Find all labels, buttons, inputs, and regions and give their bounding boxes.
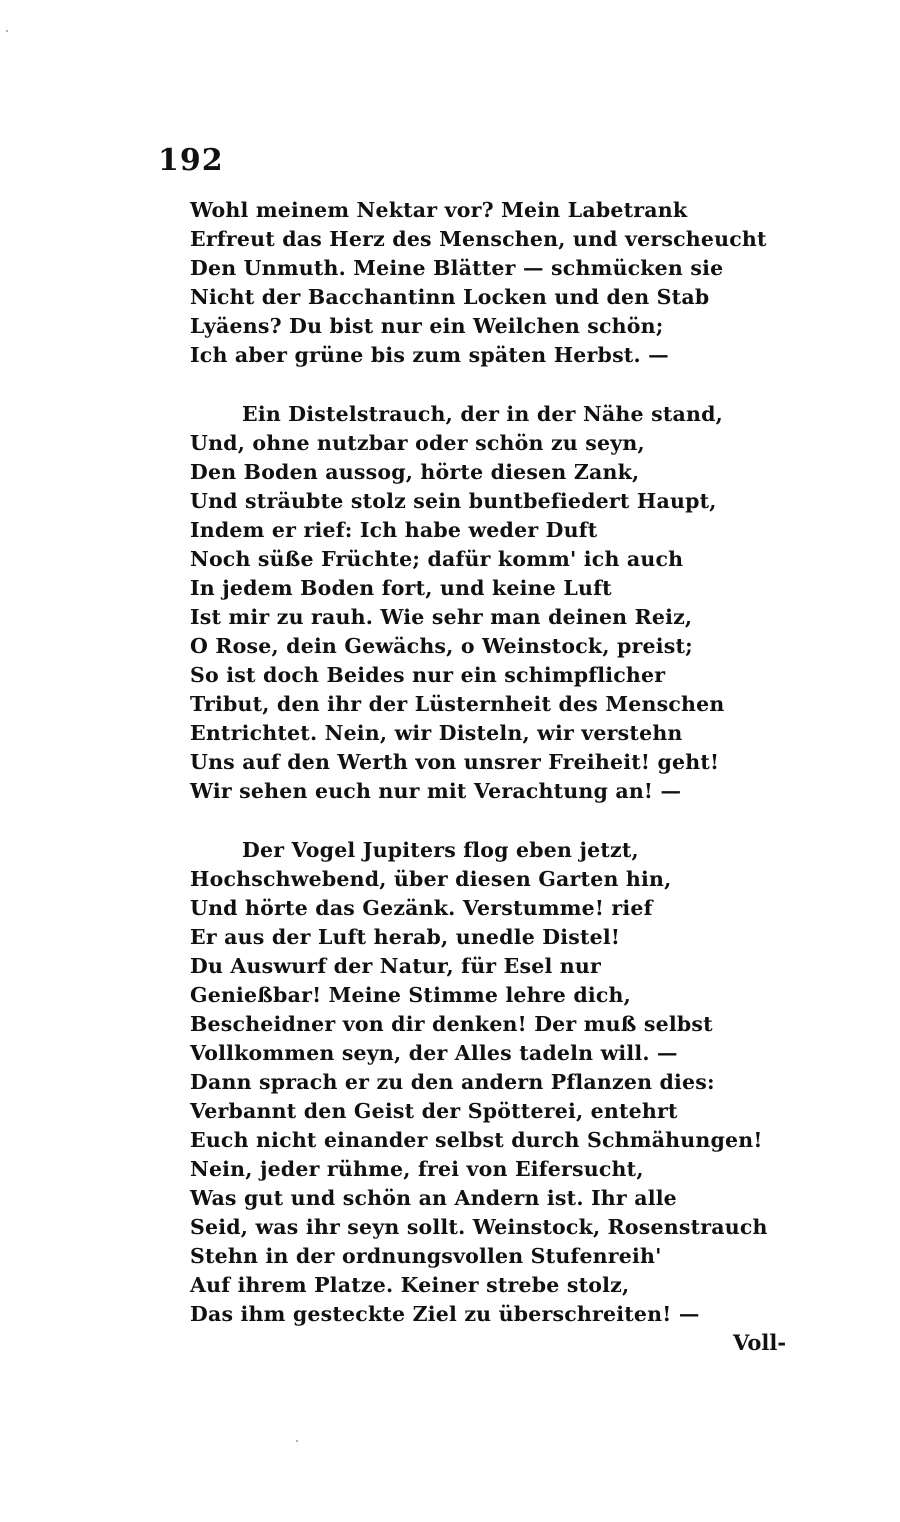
poem-line: Lyäens? Du bist nur ein Weilchen schön;: [190, 314, 664, 338]
poem-line: Der Vogel Jupiters flog eben jetzt,: [242, 838, 639, 862]
poem-text: [190, 196, 810, 1329]
stanza-2: [190, 400, 810, 806]
page-number: 192: [158, 143, 224, 178]
poem-line: Erfreut das Herz des Menschen, und verscheucht: [190, 227, 767, 251]
poem-line: Euch nicht einander selbst durch Schmähungen!: [190, 1128, 763, 1152]
poem-line: Ich aber grüne bis zum späten Herbst. —: [190, 343, 669, 367]
poem-line: Auf ihrem Platze. Keiner strebe stolz,: [190, 1273, 630, 1297]
poem-line: Dann sprach er zu den andern Pflanzen dies:: [190, 1070, 715, 1094]
poem-line: So ist doch Beides nur ein schimpflicher: [190, 663, 666, 687]
poem-line: Nicht der Bacchantinn Locken und den Stab: [190, 285, 710, 309]
catchword: Voll-: [733, 1330, 787, 1355]
poem-line: Und, ohne nutzbar oder schön zu seyn,: [190, 431, 645, 455]
poem-line: Tribut, den ihr der Lüsternheit des Menschen: [190, 692, 725, 716]
poem-line: Ein Distelstrauch, der in der Nähe stand,: [242, 402, 723, 426]
paper-speck: [6, 30, 8, 32]
poem-line: Genießbar! Meine Stimme lehre dich,: [190, 983, 632, 1007]
poem-line: Seid, was ihr seyn sollt. Weinstock, Rosenstrauch: [190, 1215, 768, 1239]
poem-line: Und hörte das Gezänk. Verstumme! rief: [190, 896, 653, 920]
poem-line: Vollkommen seyn, der Alles tadeln will. —: [190, 1041, 678, 1065]
poem-line: Wir sehen euch nur mit Verachtung an! —: [190, 779, 682, 803]
poem-line: Und sträubte stolz sein buntbefiedert Haupt,: [190, 489, 717, 513]
poem-line: Bescheidner von dir denken! Der muß selbst: [190, 1012, 713, 1036]
stanza-3: [190, 836, 810, 1329]
poem-line: Stehn in der ordnungsvollen Stufenreih': [190, 1244, 662, 1268]
poem-line: Den Boden aussog, hörte diesen Zank,: [190, 460, 640, 484]
poem-line: Nein, jeder rühme, frei von Eifersucht,: [190, 1157, 644, 1181]
poem-line: Verbannt den Geist der Spötterei, entehrt: [190, 1099, 678, 1123]
poem-line: Was gut und schön an Andern ist. Ihr alle: [190, 1186, 677, 1210]
poem-line: Hochschwebend, über diesen Garten hin,: [190, 867, 672, 891]
poem-line: Ist mir zu rauh. Wie sehr man deinen Reiz,: [190, 605, 693, 629]
poem-line: Er aus der Luft herab, unedle Distel!: [190, 925, 621, 949]
paper-speck: [296, 1440, 298, 1442]
poem-line: Den Unmuth. Meine Blätter — schmücken sie: [190, 256, 724, 280]
poem-line: Entrichtet. Nein, wir Disteln, wir verstehn: [190, 721, 683, 745]
poem-line: In jedem Boden fort, und keine Luft: [190, 576, 612, 600]
stanza-1: [190, 196, 810, 370]
poem-line: O Rose, dein Gewächs, o Weinstock, preist;: [190, 634, 693, 658]
poem-line: Wohl meinem Nektar vor? Mein Labetrank: [190, 198, 688, 222]
poem-line: Indem er rief: Ich habe weder Duft: [190, 518, 598, 542]
poem-line: Du Auswurf der Natur, für Esel nur: [190, 954, 601, 978]
poem-line: Noch süße Früchte; dafür komm' ich auch: [190, 547, 684, 571]
poem-line: Das ihm gesteckte Ziel zu überschreiten! —: [190, 1302, 700, 1326]
poem-line: Uns auf den Werth von unsrer Freiheit! geht!: [190, 750, 720, 774]
